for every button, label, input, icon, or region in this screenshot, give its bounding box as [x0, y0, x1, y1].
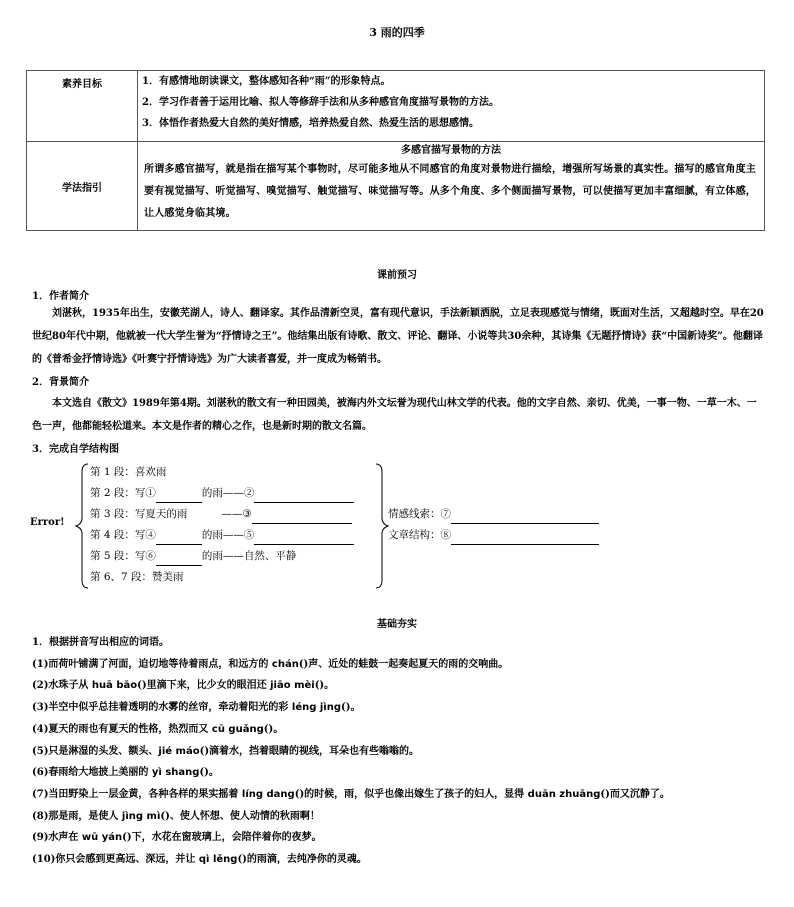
segment-2: 第 2 段：写① 的雨——②	[90, 483, 354, 503]
method-label: 学法指引	[27, 142, 138, 231]
blank-7	[451, 509, 599, 524]
exercise-item: (7)当田野染上一层金黄，各种各样的果实摇着 líng dang()的时候，雨，似乎也像出嫁生了孩子的妇人，显得 duān zhuāng()而又沉静了。	[32, 788, 670, 800]
author-text: 刘湛秋，1935年出生，安徽芜湖人，诗人、翻译家。其作品清新空灵，富有现代意识，手法新颖洒脱，立足表现感觉与情绪，既面对生活，又超越时空。早在20世纪80年代中期，他就被一代大学生誉为“抒情诗之王”。他结集出版有诗歌、散文、评论、翻译、小说等共30余种，其诗集《无题抒情诗》获“中国新诗奖”。他翻译的《普希金抒情诗选》《叶赛宁抒情诗选》为广大读者喜爱，并一度成为畅销书。	[32, 308, 764, 365]
blank-3	[252, 509, 352, 524]
segment-3: 第 3 段：写夏天的雨 ——③	[90, 504, 352, 524]
basics-heading: 基础夯实	[377, 619, 417, 630]
exercise-item: (2)水珠子从 huā bāo()里滴下来，比少女的眼泪还 jiāo mèi()。	[32, 680, 335, 692]
segment-6: 第 6、7 段：赞美雨	[90, 571, 184, 583]
emotion-clue: 情感线索：⑦	[388, 504, 599, 524]
goal-item: 1．有感情地朗读课文，整体感知各种“雨”的形象特点。	[142, 76, 391, 87]
page-title: 3 雨的四季	[369, 26, 425, 39]
method-text: 所谓多感官描写，就是指在描写某个事物时，尽可能多地从不同感官的角度对景物进行描绘，增强所写场景的真实性。描写的感官角度主要有视觉描写、听觉描写、嗅觉描写、触觉描写、味觉描写等。从多个角度、多个侧面描写景物，可以使描写更加丰富细腻，有立体感，让人感觉身临其境。	[144, 164, 756, 219]
author-heading: 1．作者简介	[32, 291, 89, 302]
exercise-item: (1)而荷叶铺满了河面，迫切地等待着雨点，和远方的 chán()声、近处的蛙鼓一起奏起夏天的雨的交响曲。	[32, 658, 509, 670]
blank-1	[156, 488, 202, 503]
segment-4: 第 4 段：写④ 的雨——⑤	[90, 525, 354, 545]
error-label: Error!	[30, 517, 65, 528]
exercise-list	[32, 632, 764, 871]
exercise-item: (3)半空中似乎总挂着透明的水雾的丝帘，牵动着阳光的彩 léng jìng()。	[32, 702, 361, 714]
exercise-item: (9)水声在 wū yán()下，水花在窗玻璃上，会陪伴着你的夜梦。	[32, 832, 322, 844]
exercise-intro: 1．根据拼音写出相应的词语。	[32, 637, 169, 648]
left-brace	[76, 464, 88, 588]
structure-diagram	[24, 462, 624, 592]
goal-item: 2．学习作者善于运用比喻、拟人等修辞手法和从多种感官角度描写景物的方法。	[142, 97, 499, 108]
exercise-item: (4)夏天的雨也有夏天的性格，热烈而又 cū guǎng()。	[32, 723, 284, 735]
right-brace	[376, 464, 388, 588]
goal-label: 素养目标	[27, 71, 138, 142]
segment-5: 第 5 段：写⑥ 的雨——自然、平静	[90, 546, 296, 566]
structure-heading: 3．完成自学结构图	[32, 444, 119, 455]
exercise-item: (5)只是淋湿的头发、额头、jié máo()滴着水，挡着眼睛的视线，耳朵也有些嗡嗡的。	[32, 745, 420, 757]
article-structure: 文章结构：⑧	[388, 525, 599, 545]
goals-table	[26, 70, 765, 231]
background-heading: 2．背景简介	[32, 377, 89, 388]
blank-4	[156, 530, 202, 545]
exercise-item: (6)春雨给大地披上美丽的 yì shang()。	[32, 767, 219, 779]
blank-6	[156, 551, 202, 566]
goal-list	[138, 71, 765, 142]
goal-item: 3．体悟作者热爱大自然的美好情感，培养热爱自然、热爱生活的思想感情。	[142, 118, 479, 129]
exercise-item: (8)那是雨，是使人 jìng mì()、使人怀想、使人动情的秋雨啊！	[32, 810, 320, 822]
background-text: 本文选自《散文》1989年第4期。刘湛秋的散文有一种田园美，被海内外文坛誉为现代山林文学的代表。他的文字自然、亲切、优美，一事一物、一草一木、一色一声，他都能轻松道来。本文是作者的精心之作，也是新时期的散文名篇。	[32, 398, 757, 432]
exercise-item: (10)你只会感到更高远、深远，并让 qì lěng()的雨滴，去纯净你的灵魂。	[32, 854, 367, 866]
blank-2	[254, 488, 354, 503]
method-title: 多感官描写景物的方法	[401, 145, 501, 156]
method-cell	[138, 142, 765, 231]
blank-5	[254, 530, 354, 545]
blank-8	[451, 530, 599, 545]
segment-1: 第 1 段：喜欢雨	[90, 466, 167, 478]
preview-heading: 课前预习	[377, 270, 417, 281]
